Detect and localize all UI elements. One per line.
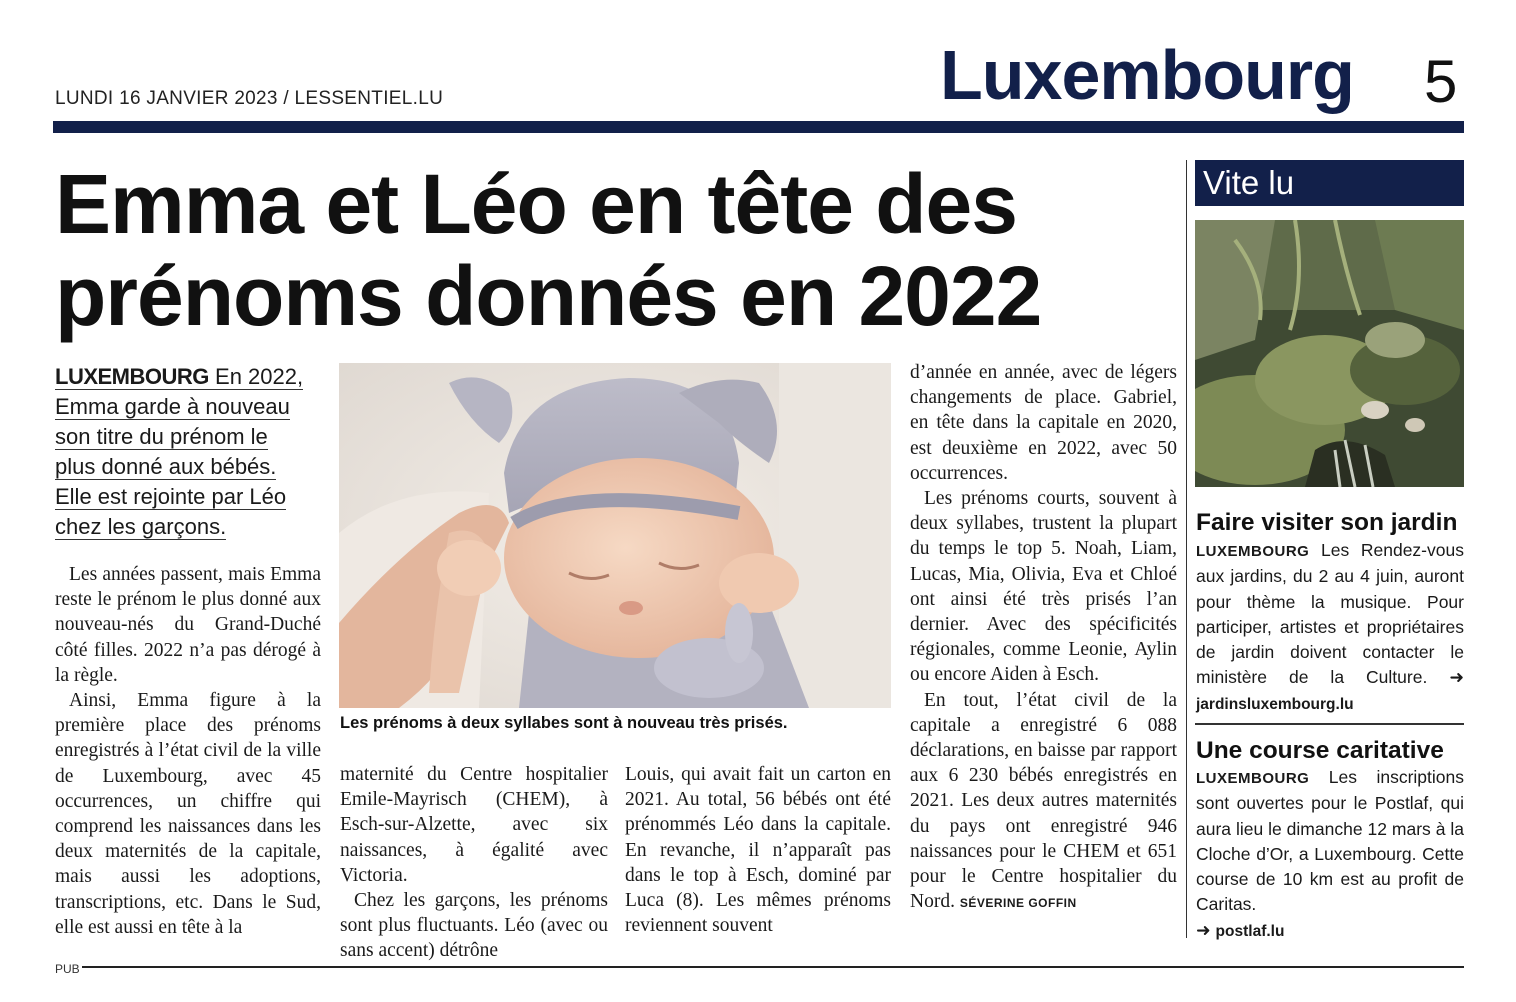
lead-line: Emma garde à nouveau — [55, 394, 290, 419]
brief-title: Faire visiter son jardin — [1196, 509, 1458, 536]
footer-rule — [82, 966, 1464, 968]
lead-line: Elle est rejointe par Léo — [55, 484, 287, 509]
baby-photo — [339, 363, 891, 708]
paragraph: Louis, qui avait fait un carton en 2021. Au total, 56 bébés ont été prénommés Léo dans la capitale. En revanche, il n’apparaît pas dans le top à Esch, dominé par Luca (8). Les mêmes prénoms reviennent souvent — [625, 764, 891, 937]
brief-divider — [1195, 723, 1464, 725]
brief-link[interactable]: postlaf.lu — [1215, 922, 1285, 940]
sidebar-title: Vite lu — [1203, 164, 1295, 201]
brief-title: Une course caritative — [1196, 737, 1444, 764]
brief-kicker: LUXEMBOURG — [1196, 770, 1310, 787]
lead-paragraph — [55, 362, 325, 542]
brief-text: Les Rendez-vous aux jardins, du 2 au 4 juin, auront pour thème la musique. Pour participer, artistes et propriétaires de jardin doivent contacter le ministère de la Culture. — [1196, 540, 1464, 688]
arrow-icon: ➜ — [1196, 919, 1211, 940]
lead-line: son titre du prénom le — [55, 424, 268, 449]
photo-caption: Les prénoms à deux syllabes sont à nouveau très prisés. — [340, 714, 788, 732]
brief-body — [1196, 538, 1464, 717]
lead-kicker: LUXEMBOURG — [55, 364, 209, 389]
lead-line: plus donné aux bébés. — [55, 454, 277, 479]
article-column-2 — [340, 762, 608, 964]
garden-photo — [1195, 220, 1464, 487]
headline-line-2: prénoms donnés en 2022 — [55, 249, 1042, 343]
brief-link[interactable]: jardinsluxembourg.lu — [1196, 695, 1354, 713]
brief-text: Les inscriptions sont ouvertes pour le Postlaf, qui aura lieu le dimanche 12 mars à la Cloche d’Or, a Luxembourg. Cette course de 10 km est au profit de Caritas. — [1196, 767, 1464, 915]
article-column-3 — [625, 762, 891, 938]
paragraph: maternité du Centre hospitalier Emile-Mayrisch (CHEM), à Esch-sur-Alzette, avec six naissances, à égalité avec Victoria. — [340, 764, 608, 886]
paragraph: d’année en année, avec de légers changements de place. Gabriel, en tête dans la capitale en 2020, est deuxième en 2022, avec 50 occurrences. — [910, 362, 1177, 484]
headline — [55, 158, 1165, 342]
arrow-icon: ➜ — [1449, 667, 1464, 688]
paragraph: Les années passent, mais Emma reste le prénom le plus donné aux nouveau-nés du Grand-Duché côté filles. 2022 n’a pas dérogé à la règle. — [55, 564, 321, 686]
article-column-1 — [55, 562, 321, 940]
brief-kicker: LUXEMBOURG — [1196, 543, 1310, 560]
dateline: LUNDI 16 JANVIER 2023 / LESSENTIEL.LU — [55, 88, 444, 109]
paragraph: Les prénoms courts, souvent à deux syllabes, trustent la plupart du temps le top 5. Noah, Liam, Lucas, Mia, Olivia, Eva et Chloé ont ainsi été très prisés l’an dernier. Avec des spécificités régionales, comme Leonie, Aylin ou encore Aiden à Esch. — [910, 488, 1177, 686]
paragraph: En tout, l’état civil de la capitale a enregistré 6 088 déclarations, en baisse par rapport aux 6 230 bébés enregistrés en 2021. Les deux autres maternités du pays ont enregistré 946 naissances pour le CHEM et 651 pour le Centre hospitalier du Nord. SÉVERINE GOFFIN — [910, 689, 1177, 913]
header-rule — [53, 121, 1464, 133]
page-number: 5 — [1424, 48, 1458, 115]
brief-body — [1196, 765, 1464, 944]
article-column-4 — [910, 360, 1177, 916]
section-title: Luxembourg — [940, 36, 1354, 114]
headline-line-1: Emma et Léo en tête des — [55, 157, 1017, 251]
lead-line: chez les garçons. — [55, 514, 227, 539]
author-signature: SÉVERINE GOFFIN — [959, 896, 1077, 911]
column-divider — [1186, 160, 1187, 938]
pub-label: PUB — [55, 962, 80, 976]
paragraph: Chez les garçons, les prénoms sont plus fluctuants. Léo (avec ou sans accent) détrône — [340, 890, 608, 962]
lead-line: LUXEMBOURG En 2022, — [55, 364, 304, 389]
paragraph: Ainsi, Emma figure à la première place des prénoms enregistrés à l’état civil de la ville de Luxembourg, avec 45 occurrences, un chiffre qui comprend les naissances dans les deux maternités de la capitale, mais aussi les adoptions, transcriptions, etc. Dans le Sud, elle est aussi en tête à la — [55, 690, 321, 938]
